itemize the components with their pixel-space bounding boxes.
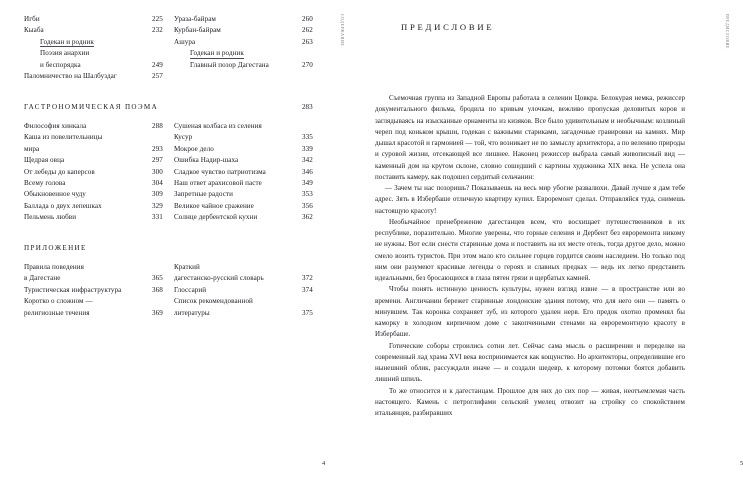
- toc-entry-page: 339: [302, 144, 313, 153]
- toc-entry-title: литературы: [174, 308, 210, 317]
- toc-block-1: [24, 14, 324, 83]
- toc-entry-page: 257: [152, 72, 163, 81]
- toc-entry-page: 309: [152, 190, 163, 199]
- toc-section-title: ПРИЛОЖЕНИЕ: [24, 243, 87, 252]
- toc-entry[interactable]: [24, 167, 174, 178]
- toc-entry-title: Курбан-байрам: [174, 26, 221, 35]
- toc-entry-title: Паломничество на Шалбуздаг: [24, 72, 117, 81]
- page-title: ПРЕДИСЛОВИЕ: [401, 22, 495, 32]
- toc-entry-title: Главный позор Дагестана: [190, 60, 269, 69]
- toc-entry[interactable]: [24, 296, 174, 307]
- toc-entry[interactable]: [174, 37, 324, 48]
- toc-entry-title: Великое чайное сражение: [174, 201, 254, 210]
- toc-entry[interactable]: [24, 121, 174, 132]
- toc-entry-page: 349: [302, 178, 313, 187]
- toc-entry-title: Философия хинкала: [24, 121, 87, 130]
- toc-entry-title: Наш ответ арахисовой пасте: [174, 178, 262, 187]
- running-head-preface: ПРЕДИСЛОВИЕ: [725, 14, 729, 50]
- toc-entry[interactable]: [24, 37, 174, 48]
- toc-entry[interactable]: [174, 121, 324, 132]
- toc-entry-page: 374: [302, 285, 313, 294]
- toc-entry-title: Игби: [24, 15, 40, 23]
- toc-entry-page: 270: [302, 60, 313, 69]
- toc-entry-title: Поэзия анархии: [40, 49, 90, 58]
- toc-entry-page: 232: [152, 26, 163, 35]
- toc-entry-title: религиозные течения: [24, 308, 90, 317]
- toc-entry[interactable]: [24, 60, 174, 71]
- toc-entry-title: Краткий: [174, 262, 200, 271]
- toc-entry[interactable]: [174, 14, 324, 25]
- toc-entry[interactable]: [24, 308, 174, 319]
- toc-entry-page: 342: [302, 156, 313, 165]
- toc-entry-title: [174, 48, 296, 59]
- toc-block-2-column-right: [174, 121, 324, 224]
- toc-entry-title: в Дагестане: [24, 274, 61, 283]
- toc-entry-page: 365: [152, 274, 163, 283]
- toc-entry-page: 263: [302, 37, 313, 46]
- toc-entry[interactable]: [174, 189, 324, 200]
- toc-entry-title: Кусур: [174, 133, 193, 142]
- toc-entry[interactable]: [174, 155, 324, 166]
- toc-block-1-column-right: [174, 14, 324, 83]
- toc-block-2-column-left: [24, 121, 174, 224]
- toc-entry-page: 262: [302, 26, 313, 35]
- toc-entry[interactable]: [174, 48, 324, 59]
- toc-entry[interactable]: [24, 285, 174, 296]
- toc-entry[interactable]: [24, 71, 174, 82]
- toc-entry-page: 369: [152, 308, 163, 317]
- toc-entry-page: 288: [152, 121, 163, 130]
- toc-entry-title: Правила поведения: [24, 262, 84, 271]
- toc-entry[interactable]: [174, 178, 324, 189]
- toc-section-title: ГАСТРОНОМИЧЕСКАЯ ПОЭМА: [24, 102, 159, 111]
- toc-entry-page: 297: [152, 156, 163, 165]
- toc-entry-page: 368: [152, 285, 163, 294]
- left-page-contents: [0, 0, 355, 500]
- toc-entry-title: Коротко о сложном —: [24, 297, 93, 306]
- toc-block-2: [24, 121, 324, 224]
- toc-entry-page: 335: [302, 133, 313, 142]
- preface-body: [375, 93, 685, 419]
- toc-entry[interactable]: [174, 308, 324, 319]
- toc-entry-title: и беспорядка: [40, 60, 81, 69]
- preface-paragraph: Съемочная группа из Западной Европы работала в селении Цовкра. Белокурая немка, режиссер документального фильма, бродила по кривым улочкам, вежливо пропуская деловитых коров и заглядываясь на изысканные орнаменты из кизяков. Все было удивительным и необычным: козлиный череп под коньком крыши, годекан с важными стариками, загадочные гравировки на камнях. Мир дышал красотой и гармонией — той, что возникает не по замыслу архитектора, а по велению природы и суровой жизни, отсекающей все лишнее. Наконец режиссер выбрала самый живописный вид — каменный дом на крутом склоне, словно сошедший с картины художника XIX века. Не успела она поставить камеру, как подошел сердитый сельчанин:: [375, 94, 686, 181]
- toc-entry-title: Каша из повелительницы: [24, 133, 103, 142]
- page-number-right: 5: [740, 460, 743, 467]
- toc-entry-title: мира: [24, 144, 40, 153]
- toc-entry[interactable]: [174, 296, 324, 307]
- toc-entry[interactable]: [174, 201, 324, 212]
- toc-section-heading-gastronomic[interactable]: [24, 103, 324, 111]
- toc-section-page: 283: [302, 102, 313, 111]
- toc-entry[interactable]: [174, 60, 324, 71]
- toc-entry-page: 300: [152, 167, 163, 176]
- toc-section-heading-appendix[interactable]: [24, 244, 324, 252]
- toc-block-3: [24, 262, 324, 319]
- toc-entry-title: Запретные радости: [174, 190, 233, 199]
- toc-entry-title: Кыаба: [24, 26, 44, 35]
- toc-entry-title: Ураза-байрам: [174, 15, 216, 23]
- toc-entry-title: Ошибка Надир-шаха: [174, 156, 239, 165]
- toc-entry-title: От лебеды до каперсов: [24, 167, 95, 176]
- toc-entry[interactable]: [174, 212, 324, 223]
- preface-paragraph: Готические соборы строились сотни лет. Сейчас сама мысль о расширении и переделке на современный лад храма XVI века воспринимается как кощунство. Но архитекторы, определившие его нынешний облик, рассуждали иначе — и создали шедевр, к которому потомки боятся добавить лишний шпиль.: [375, 341, 685, 384]
- toc-entry-page: 329: [152, 201, 163, 210]
- toc-entry[interactable]: [24, 25, 174, 36]
- preface-paragraph: Необычайное пренебрежение дагестанцев всем, что восхищает путешественников в их республике, поразительно. Многие уверены, что горные селения и Дербент без евроремонта никому не нужны. Вот если снести старинные дома и поставить на их месте отель, тогда другое дело, можно смело возить туристов. При этом мало кто сильнее горцев гордится своим наследием. Но только под ним они разумеют красивые легенды о героях и славных предках — ведь их легко представить идеальными, без бросающихся в глаза пятен грязи и щербатых камней.: [375, 217, 685, 282]
- toc-entry-page: 372: [302, 274, 313, 283]
- toc-entry[interactable]: [24, 212, 174, 223]
- toc-entry-page: 304: [152, 178, 163, 187]
- toc-entry-page: 249: [152, 60, 163, 69]
- preface-paragraph: Чтобы понять истинную ценность культуры, нужен взгляд извне — в пространстве или во времени. Англичанин бережет старинные лондонские здания потому, что для него они — память о минувшем. Так коронка сохраняет зуб, из которого удален нерв. Его предок охотно променял бы каморку в холодном кирпичном доме с закопченными стенами на евроремонтную красоту в Избербаше.: [375, 285, 685, 339]
- toc-entry-title: дагестанско-русский словарь: [174, 274, 264, 283]
- toc-entry-title: Солнце дербентской кухни: [174, 213, 258, 222]
- toc-entry[interactable]: [174, 132, 324, 143]
- toc-body: [24, 14, 324, 319]
- toc-entry-page: 356: [302, 201, 313, 210]
- toc-entry-page: 293: [152, 144, 163, 153]
- toc-entry-title: Ашура: [174, 37, 196, 46]
- toc-entry[interactable]: [24, 189, 174, 200]
- toc-entry[interactable]: [24, 132, 174, 143]
- toc-entry[interactable]: [24, 262, 174, 273]
- toc-entry-title-text: Годекан и родник: [190, 49, 244, 58]
- toc-entry[interactable]: [24, 201, 174, 212]
- toc-entry-title-text: Годекан и родник: [40, 37, 94, 46]
- toc-entry[interactable]: [174, 285, 324, 296]
- toc-entry-title: Сушеная колбаса из селения: [174, 121, 262, 130]
- running-head-contents: СОДЕРЖАНИЕ: [340, 14, 344, 47]
- toc-entry-title: Пельмень любви: [24, 213, 77, 222]
- toc-entry-page: 346: [302, 167, 313, 176]
- toc-entry-title: Щедрая овца: [24, 156, 65, 165]
- toc-entry[interactable]: [24, 273, 174, 284]
- toc-entry-title: Сладкое чувство патриотизма: [174, 167, 266, 176]
- preface-paragraph: То же относится и к дагестанцам. Прошлое для них до сих пор — живая, неотъемлемая часть настоящего. Камень с петроглифами сельский умелец отвозит на стройку со спокойствием итальянцев, разбиравших: [375, 386, 685, 417]
- toc-entry[interactable]: [174, 167, 324, 178]
- toc-entry-page: 353: [302, 190, 313, 199]
- toc-entry-title: Список рекомендованной: [174, 297, 253, 306]
- toc-entry-title: Всему голова: [24, 178, 66, 187]
- toc-block-1-column-left: [24, 14, 174, 83]
- toc-entry[interactable]: [24, 155, 174, 166]
- page-number-left: 4: [322, 460, 326, 467]
- toc-entry[interactable]: [174, 144, 324, 155]
- toc-entry-title: [24, 37, 146, 48]
- toc-entry-page: 375: [302, 308, 313, 317]
- toc-entry[interactable]: [174, 25, 324, 36]
- toc-entry-page: 331: [152, 213, 163, 222]
- toc-entry-page: 225: [152, 15, 163, 23]
- right-page-preface: [355, 0, 743, 500]
- toc-entry[interactable]: [174, 262, 324, 273]
- toc-block-3-column-right: [174, 262, 324, 319]
- toc-entry-title: Глоссарий: [174, 285, 207, 294]
- toc-entry[interactable]: [24, 48, 174, 59]
- toc-entry[interactable]: [174, 273, 324, 284]
- toc-entry[interactable]: [24, 178, 174, 189]
- toc-entry-title: Мокрое дело: [174, 144, 214, 153]
- toc-entry-title: Баллада о двух лепешках: [24, 201, 102, 210]
- preface-paragraph-dialogue: — Зачем ты нас позоришь? Показываешь на весь мир убогие развалюхи. Давай лучше я дам тебе адрес. Зять в Избербаше отличную квартиру купил. Евроремонт сделал. Отправляйся туда, снимешь настоящую красоту!: [375, 184, 685, 215]
- toc-entry[interactable]: [24, 14, 174, 25]
- toc-entry[interactable]: [24, 144, 174, 155]
- toc-block-3-column-left: [24, 262, 174, 319]
- toc-entry-title: Обыкновенное чуду: [24, 190, 86, 199]
- toc-entry-title: Туристическая инфраструктура: [24, 285, 122, 294]
- toc-entry-page: 362: [302, 213, 313, 222]
- toc-entry-page: 260: [302, 15, 313, 23]
